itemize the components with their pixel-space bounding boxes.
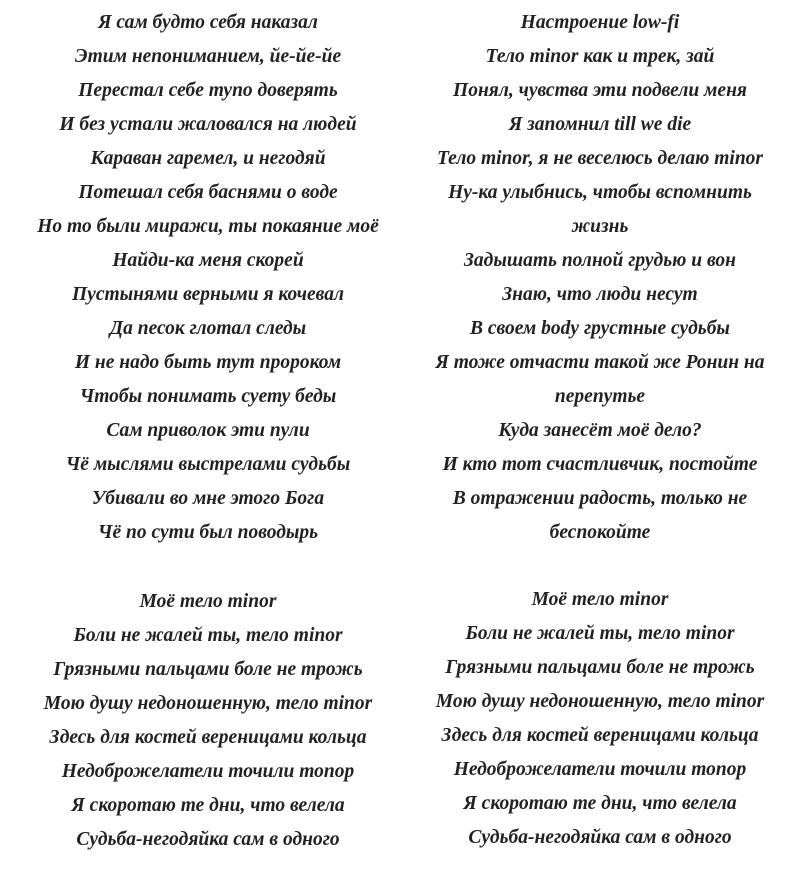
lyric-line: Чтобы понимать суету беды bbox=[79, 386, 337, 407]
lyric-line: Настроение low-fi bbox=[520, 12, 680, 33]
lyric-line: Грязными пальцами боле не трожь bbox=[53, 659, 363, 680]
lyric-line: Здесь для костей вереницами кольца bbox=[441, 725, 759, 746]
lyric-line: Моё тело minor bbox=[531, 589, 669, 610]
lyric-line: Но то были миражи, ты покаяние моё bbox=[37, 216, 379, 237]
lyric-line: Караван гаремел, и негодяй bbox=[90, 148, 326, 169]
lyric-line: И не надо быть тут пророком bbox=[74, 352, 342, 373]
lyric-line: Я тоже отчасти такой же Ронин на bbox=[435, 352, 765, 373]
lyric-line: Чё мыслями выстрелами судьбы bbox=[65, 454, 351, 475]
lyric-line: Сам приволок эти пули bbox=[106, 420, 310, 441]
lyric-line: Мою душу недоношенную, тело minor bbox=[435, 691, 765, 712]
lyric-line: Боли не жалей ты, тело minor bbox=[73, 625, 343, 646]
lyric-line: Моё тело minor bbox=[139, 591, 277, 612]
lyric-line: Пустынями верными я кочевал bbox=[72, 284, 344, 305]
lyric-line: Судьба-негодяйка сам в одного bbox=[76, 829, 340, 850]
lyric-line: Я скоротаю те дни, что велела bbox=[463, 793, 737, 814]
right-chorus bbox=[404, 583, 796, 855]
lyric-line: Куда занесёт моё дело? bbox=[498, 420, 702, 441]
lyric-line: Перестал себе тупо доверять bbox=[78, 80, 338, 101]
lyric-line: жизнь bbox=[571, 216, 629, 237]
lyric-line: Да песок глотал следы bbox=[109, 318, 307, 339]
lyric-line: Я запомнил till we die bbox=[508, 114, 692, 135]
left-chorus bbox=[8, 585, 408, 857]
lyric-line: Мою душу недоношенную, тело minor bbox=[43, 693, 373, 714]
lyric-line: Чё по сути был поводырь bbox=[97, 522, 319, 543]
lyric-line: В своем body грустные судьбы bbox=[470, 318, 730, 339]
lyric-line: В отражении радость, только не bbox=[452, 488, 748, 509]
lyric-line: Здесь для костей вереницами кольца bbox=[49, 727, 367, 748]
lyric-line: Недоброжелатели точили топор bbox=[61, 761, 355, 782]
lyric-line: Убивали во мне этого Бога bbox=[91, 488, 325, 509]
lyric-line: Тело minor, я не веселюсь делаю minor bbox=[436, 148, 764, 169]
left-verse bbox=[8, 6, 408, 550]
lyric-line: Тело minor как и трек, зай bbox=[485, 46, 715, 67]
lyric-line: Этим непониманием, йе-йе-йе bbox=[74, 46, 342, 67]
lyric-line: Понял, чувства эти подвели меня bbox=[453, 80, 747, 101]
lyric-line: Задышать полной грудью и вон bbox=[464, 250, 736, 271]
lyric-line: Ну-ка улыбнись, чтобы вспомнить bbox=[448, 182, 752, 203]
lyric-line: беспокойте bbox=[549, 522, 651, 543]
lyric-line: Я скоротаю те дни, что велела bbox=[71, 795, 345, 816]
lyric-line: Потешал себя баснями о воде bbox=[78, 182, 338, 203]
lyric-line: Судьба-негодяйка сам в одного bbox=[468, 827, 732, 848]
lyric-line: Я сам будто себя наказал bbox=[98, 12, 318, 33]
lyric-line: Грязными пальцами боле не трожь bbox=[445, 657, 755, 678]
lyric-line: И кто тот счастливчик, постойте bbox=[442, 454, 758, 475]
right-verse bbox=[404, 6, 796, 550]
lyric-line: И без устали жаловался на людей bbox=[59, 114, 357, 135]
lyric-line: Найди-ка меня скорей bbox=[112, 250, 304, 271]
lyric-line: перепутье bbox=[554, 386, 646, 407]
lyric-line: Знаю, что люди несут bbox=[502, 284, 698, 305]
lyric-line: Недоброжелатели точили топор bbox=[453, 759, 747, 780]
lyric-line: Боли не жалей ты, тело minor bbox=[465, 623, 735, 644]
